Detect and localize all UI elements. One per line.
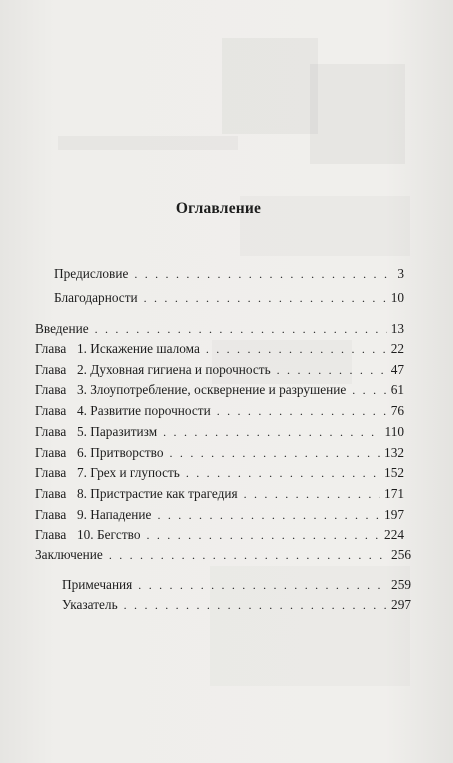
chapter-prefix: Глава (35, 382, 67, 397)
leader-dots (138, 576, 387, 594)
leader-dots (157, 506, 380, 524)
toc-page-number: 10 (390, 290, 404, 305)
toc-page-number: 256 (391, 547, 411, 562)
toc-entry-label: 1. Искажение шалома (77, 341, 200, 356)
toc-heading: Оглавление (175, 200, 262, 217)
toc-entry-chapter-8[interactable] (35, 485, 404, 503)
leader-dots (206, 340, 387, 358)
toc-entry-label: 8. Пристрастие как трагедия (77, 486, 238, 501)
leader-dots (109, 546, 387, 564)
chapter-prefix: Глава (35, 403, 67, 418)
toc-entry-label: 6. Притворство (77, 445, 164, 460)
toc-entry-notes[interactable] (62, 576, 411, 594)
toc-entry-chapter-5[interactable] (35, 423, 404, 441)
toc-entry-chapter-10[interactable] (35, 526, 404, 544)
chapter-prefix: Глава (35, 362, 67, 377)
toc-entry-chapter-2[interactable] (35, 361, 404, 379)
toc-entry-label: Благодарности (54, 290, 138, 305)
toc-page-number: 13 (390, 321, 404, 336)
chapter-prefix: Глава (35, 527, 67, 542)
toc-entry-label: Предисловие (54, 266, 129, 281)
toc-page-number: 259 (391, 577, 411, 592)
toc-entry-introduction[interactable] (35, 320, 404, 338)
toc-entry-label: 10. Бегство (77, 527, 141, 542)
toc-entry-chapter-7[interactable] (35, 464, 404, 482)
show-through-shadow (58, 136, 238, 150)
chapter-prefix: Глава (35, 445, 67, 460)
show-through-shadow (310, 64, 405, 164)
toc-page-number: 132 (384, 445, 404, 460)
leader-dots (170, 444, 381, 462)
toc-entry-label: 2. Духовная гигиена и порочность (77, 362, 271, 377)
toc-page-number: 224 (384, 527, 404, 542)
toc-page-number: 110 (384, 424, 404, 439)
chapter-prefix: Глава (35, 341, 67, 356)
leader-dots (217, 402, 387, 420)
leader-dots (144, 289, 387, 307)
toc-entry-conclusion[interactable] (35, 546, 411, 564)
toc-page-number: 76 (390, 403, 404, 418)
toc-entry-chapter-4[interactable] (35, 402, 404, 420)
toc-page-number: 61 (390, 382, 404, 397)
toc-entry-chapter-3[interactable] (35, 381, 404, 399)
toc-entry-label: Введение (35, 321, 89, 336)
toc-entry-acknowledgements[interactable] (54, 289, 404, 307)
leader-dots (244, 485, 380, 503)
chapter-prefix: Глава (35, 465, 67, 480)
chapter-prefix: Глава (35, 507, 67, 522)
toc-entry-index[interactable] (62, 596, 411, 614)
toc-entry-label: 3. Злоупотребление, осквернение и разрушение (77, 382, 347, 397)
toc-page-number: 47 (390, 362, 404, 377)
toc-entry-chapter-1[interactable] (35, 340, 404, 358)
toc-entry-label: Примечания (62, 577, 133, 592)
leader-dots (352, 381, 386, 399)
toc-entry-label: Указатель (62, 597, 118, 612)
leader-dots (124, 596, 387, 614)
toc-entry-chapter-9[interactable] (35, 506, 404, 524)
toc-entry-label: 9. Нападение (77, 507, 152, 522)
toc-entry-chapter-6[interactable] (35, 444, 404, 462)
leader-dots (147, 526, 381, 544)
leader-dots (163, 423, 380, 441)
toc-page-number: 197 (384, 507, 404, 522)
toc-entry-label: Заключение (35, 547, 103, 562)
leader-dots (186, 464, 380, 482)
toc-page-number: 297 (391, 597, 411, 612)
leader-dots (134, 265, 393, 283)
toc-entry-label: 7. Грех и глупость (77, 465, 180, 480)
show-through-shadow (222, 38, 318, 134)
chapter-prefix: Глава (35, 424, 67, 439)
toc-page-number: 171 (384, 486, 404, 501)
toc-entry-preface[interactable] (54, 265, 404, 283)
toc-entry-label: 4. Развитие порочности (77, 403, 211, 418)
leader-dots (277, 361, 387, 379)
toc-page-number: 22 (390, 341, 404, 356)
toc-page-number: 3 (397, 266, 404, 281)
leader-dots (95, 320, 387, 338)
chapter-prefix: Глава (35, 486, 67, 501)
toc-entry-label: 5. Паразитизм (77, 424, 158, 439)
toc-page-number: 152 (384, 465, 404, 480)
